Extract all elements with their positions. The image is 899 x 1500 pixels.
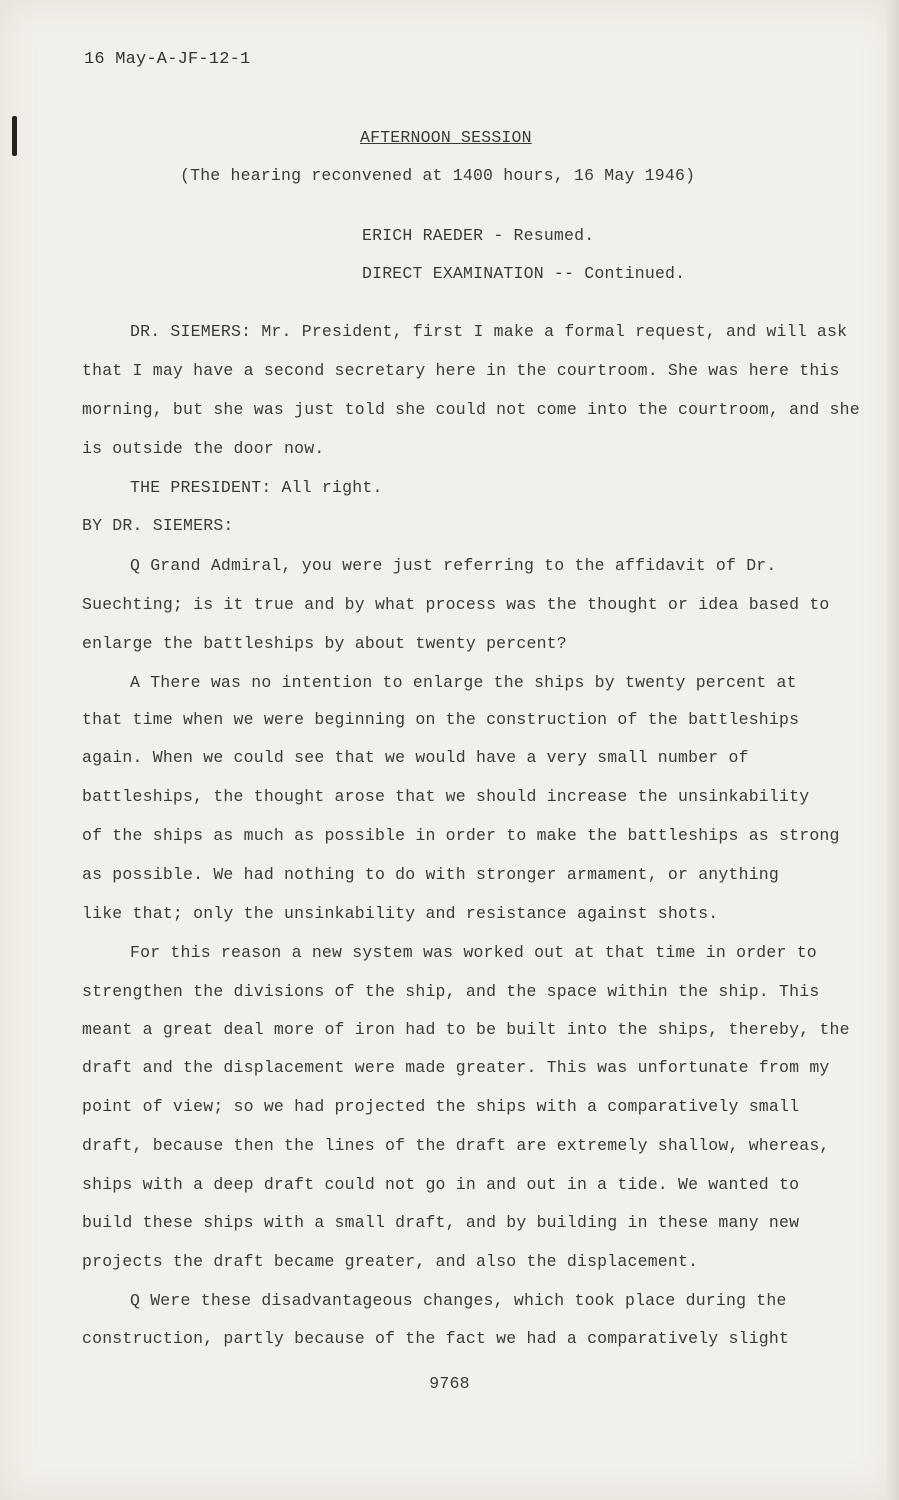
document-reference: 16 May-A-JF-12-1 [84, 50, 251, 69]
text-line: draft and the displacement were made greater. This was unfortunate from my [82, 1058, 830, 1077]
text-line: battleships, the thought arose that we should increase the unsinkability [82, 787, 810, 806]
witness-name: ERICH RAEDER - Resumed. [362, 226, 595, 245]
text-line: DR. SIEMERS: Mr. President, first I make a formal request, and will ask [130, 322, 848, 341]
text-line: point of view; so we had projected the ships with a comparatively small [82, 1097, 800, 1116]
text-line: BY DR. SIEMERS: [82, 516, 234, 535]
text-line: that I may have a second secretary here in the courtroom. She was here this [82, 361, 840, 380]
text-line: projects the draft became greater, and also the displacement. [82, 1252, 699, 1271]
session-title: AFTERNOON SESSION [360, 128, 532, 147]
text-line: that time when we were beginning on the construction of the battleships [82, 710, 800, 729]
text-line: build these ships with a small draft, and by building in these many new [82, 1213, 800, 1232]
text-line: enlarge the battleships by about twenty percent? [82, 634, 567, 653]
text-line: THE PRESIDENT: All right. [130, 478, 383, 497]
text-line: construction, partly because of the fact we had a comparatively slight [82, 1329, 790, 1348]
text-line: Q Grand Admiral, you were just referring to the affidavit of Dr. [130, 556, 777, 575]
binding-mark [12, 116, 17, 156]
page-number: 9768 [429, 1374, 470, 1393]
text-line: meant a great deal more of iron had to be built into the ships, thereby, the [82, 1020, 850, 1039]
text-line: as possible. We had nothing to do with stronger armament, or anything [82, 865, 780, 884]
text-line: Q Were these disadvantageous changes, which took place during the [130, 1291, 787, 1310]
text-line: Suechting; is it true and by what process was the thought or idea based to [82, 595, 830, 614]
text-line: like that; only the unsinkability and resistance against shots. [82, 904, 719, 923]
text-line: ships with a deep draft could not go in and out in a tide. We wanted to [82, 1175, 800, 1194]
text-line: strengthen the divisions of the ship, and the space within the ship. This [82, 982, 820, 1001]
session-subtitle: (The hearing reconvened at 1400 hours, 16 May 1946) [180, 166, 696, 185]
text-line: For this reason a new system was worked out at that time in order to [130, 943, 817, 962]
text-line: morning, but she was just told she could not come into the courtroom, and she [82, 400, 860, 419]
text-line: of the ships as much as possible in order to make the battleships as strong [82, 826, 840, 845]
text-line: is outside the door now. [82, 439, 325, 458]
text-line: again. When we could see that we would have a very small number of [82, 748, 749, 767]
text-line: draft, because then the lines of the draft are extremely shallow, whereas, [82, 1136, 830, 1155]
text-line: A There was no intention to enlarge the ships by twenty percent at [130, 673, 797, 692]
examination-type: DIRECT EXAMINATION -- Continued. [362, 264, 686, 283]
page-edge [887, 0, 899, 1500]
